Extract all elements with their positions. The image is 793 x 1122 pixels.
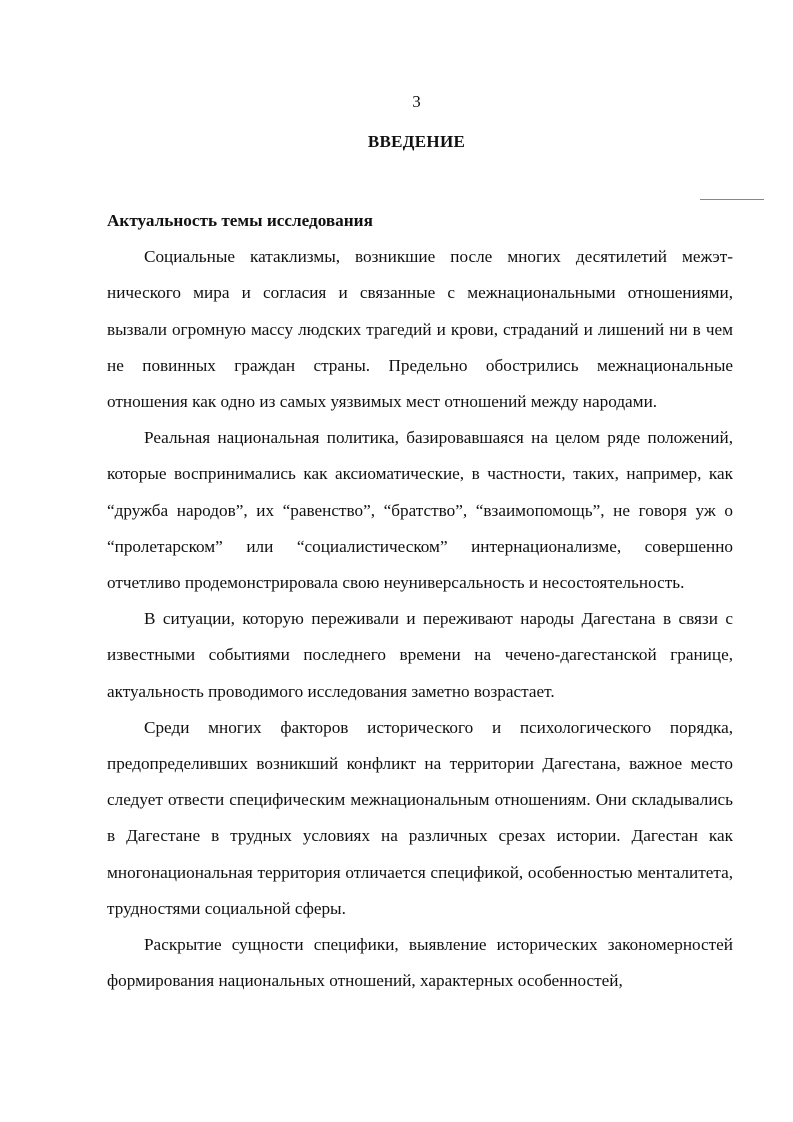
page-number: 3 (412, 92, 421, 111)
page-title: ВВЕДЕНИЕ (367, 132, 466, 151)
scan-artifact-line (700, 199, 764, 200)
paragraph-3: В ситуации, которую переживали и переживают народы Дагестана в связи с известными событиями последнего времени на чечено-дагестанской границе, актуальность проводимого исследования заметно возрастает. (107, 609, 733, 701)
body-text (107, 203, 733, 999)
paragraph-1: Социальные катаклизмы, возникшие после многих десятилетий межэтнического мира и согласия и связанные с межнациональными отношениями, вызвали огромную массу людских трагедий и крови, страданий и лишений ни в чем не повинных граждан страны. Предельно обострились межнациональные отношения как одно из самых уязвимых мест отношений между народами. (107, 247, 733, 412)
paragraph-4: Среди многих факторов исторического и психологического порядка, предопределивших возникший конфликт на территории Дагестана, важное место следует отвести специфическим межнациональным отношениям. Они складывались в Дагестане в трудных условиях на различных срезах истории. Дагестан как многонациональная территория отличается спецификой, особенностью менталитета, трудностями социальной сферы. (107, 717, 733, 918)
paragraph-5: Раскрытие сущности специфики, выявление исторических закономерностей формирования национальных отношений, характерных особенностей, (107, 935, 733, 991)
section-heading: Актуальность темы исследования (107, 211, 373, 230)
paragraph-2: Реальная национальная политика, базировавшаяся на целом ряде положений, которые воспринимались как аксиоматические, в частности, таких, например, как “дружба народов”, их “равенство”, “братство”, “взаимопомощь”, не говоря уж о “пролетарском” или “социалистическом” интернационализме, совершенно отчетливо продемонстрировала свою неуниверсальность и несостоятельность. (107, 428, 733, 593)
